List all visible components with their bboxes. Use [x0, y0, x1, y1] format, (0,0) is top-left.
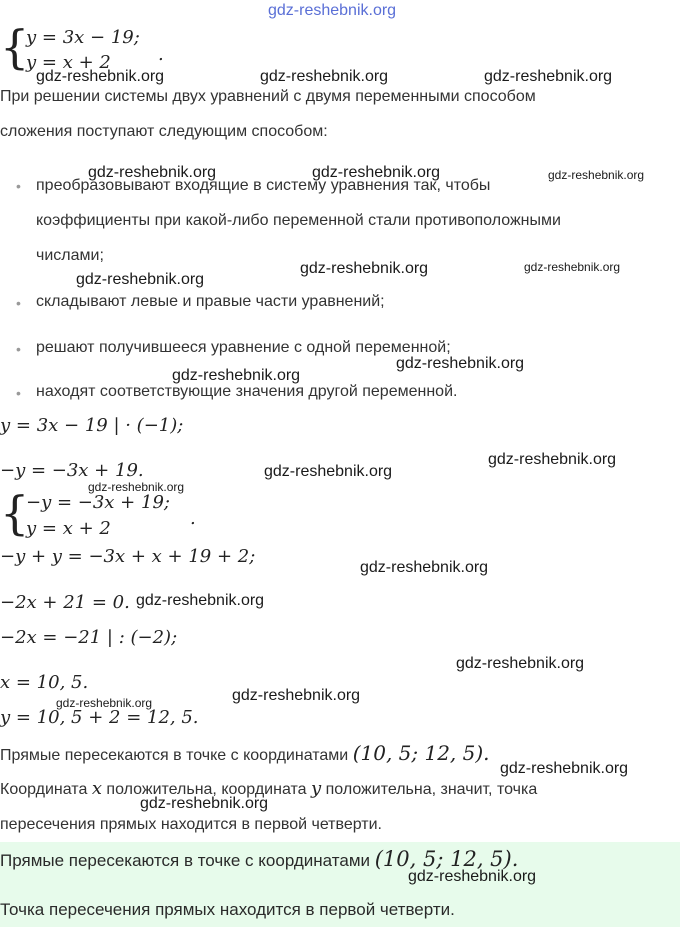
var-y: y	[310, 778, 322, 799]
watermark: gdz-reshebnik.org	[500, 760, 629, 777]
watermark: gdz-reshebnik.org	[88, 164, 217, 181]
system1-dot: .	[158, 44, 164, 65]
watermark-top: gdz-reshebnik.org	[268, 2, 397, 19]
system-brace: {	[0, 486, 30, 540]
watermark: gdz-reshebnik.org	[88, 480, 185, 494]
conclusion-line-3: пересечения прямых находится в первой четверти.	[0, 816, 382, 833]
conclusion-point: (10, 5; 12, 5).	[352, 741, 490, 765]
system1-eq1: y = 3x − 19;	[26, 27, 140, 48]
solution-line-4: −2x + 21 = 0.	[0, 592, 130, 613]
system-brace: {	[0, 20, 30, 74]
answer-text: Прямые пересекаются в точке с координатами	[0, 851, 370, 870]
bullet-icon: •	[16, 341, 21, 357]
conclusion-positive-2: положительна, значит, точка	[325, 781, 538, 798]
watermark: gdz-reshebnik.org	[396, 355, 525, 372]
watermark: gdz-reshebnik.org	[76, 271, 205, 288]
step-1-line-3: числами;	[36, 247, 104, 264]
solution-line-5: −2x = −21 | : (−2);	[0, 627, 178, 648]
system1-eq2: y = x + 2	[26, 52, 111, 73]
watermark: gdz-reshebnik.org	[488, 451, 617, 468]
watermark: gdz-reshebnik.org	[408, 868, 537, 885]
conclusion-coord-label: Координата	[0, 781, 88, 798]
system2-eq2: y = x + 2	[26, 518, 111, 539]
system2-dot: .	[190, 508, 196, 529]
var-x: x	[91, 778, 102, 799]
solution-line-2: −y = −3x + 19.	[0, 460, 144, 481]
answer-line-2: Точка пересечения прямых находится в первой четверти.	[0, 900, 455, 919]
step-3: решают получившееся уравнение с одной переменной;	[36, 339, 451, 356]
watermark: gdz-reshebnik.org	[140, 795, 269, 812]
conclusion-line-1	[0, 743, 490, 766]
solution-line-7: y = 10, 5 + 2 = 12, 5.	[0, 707, 199, 728]
watermark: gdz-reshebnik.org	[312, 164, 441, 181]
solution-line-1: y = 3x − 19 | · (−1);	[0, 415, 184, 436]
watermark: gdz-reshebnik.org	[36, 68, 165, 85]
bullet-icon: •	[16, 385, 21, 401]
bullet-icon: •	[16, 295, 21, 311]
watermark: gdz-reshebnik.org	[260, 68, 389, 85]
watermark: gdz-reshebnik.org	[232, 687, 361, 704]
watermark: gdz-reshebnik.org	[484, 68, 613, 85]
conclusion-positive-1: положительна, координата	[106, 781, 307, 798]
intro-line-1: При решении системы двух уравнений с двумя переменными способом	[0, 88, 536, 105]
watermark: gdz-reshebnik.org	[300, 260, 429, 277]
step-1-line-1: преобразовывают входящие в систему уравнения так, чтобы	[36, 177, 491, 194]
watermark: gdz-reshebnik.org	[360, 559, 489, 576]
solution-line-3: −y + y = −3x + x + 19 + 2;	[0, 546, 256, 567]
bullet-icon: •	[16, 178, 21, 194]
answer-point: (10, 5; 12, 5).	[374, 847, 519, 871]
watermark: gdz-reshebnik.org	[456, 655, 585, 672]
answer-box	[0, 842, 680, 927]
watermark: gdz-reshebnik.org	[172, 367, 301, 384]
step-2: складывают левые и правые части уравнений;	[36, 293, 385, 310]
watermark: gdz-reshebnik.org	[56, 696, 153, 710]
step-4: находят соответствующие значения другой переменной.	[36, 383, 458, 400]
intro-line-2: сложения поступают следующим способом:	[0, 123, 328, 140]
conclusion-text: Прямые пересекаются в точке с координатами	[0, 747, 349, 764]
solution-line-6: x = 10, 5.	[0, 672, 89, 693]
conclusion-line-2	[0, 779, 537, 800]
watermark: gdz-reshebnik.org	[524, 260, 621, 274]
watermark: gdz-reshebnik.org	[136, 592, 265, 609]
step-1-line-2: коэффициенты при какой-либо переменной стали противоположными	[36, 212, 561, 229]
watermark: gdz-reshebnik.org	[548, 168, 645, 182]
watermark: gdz-reshebnik.org	[264, 463, 393, 480]
system2-eq1: −y = −3x + 19;	[26, 492, 170, 513]
